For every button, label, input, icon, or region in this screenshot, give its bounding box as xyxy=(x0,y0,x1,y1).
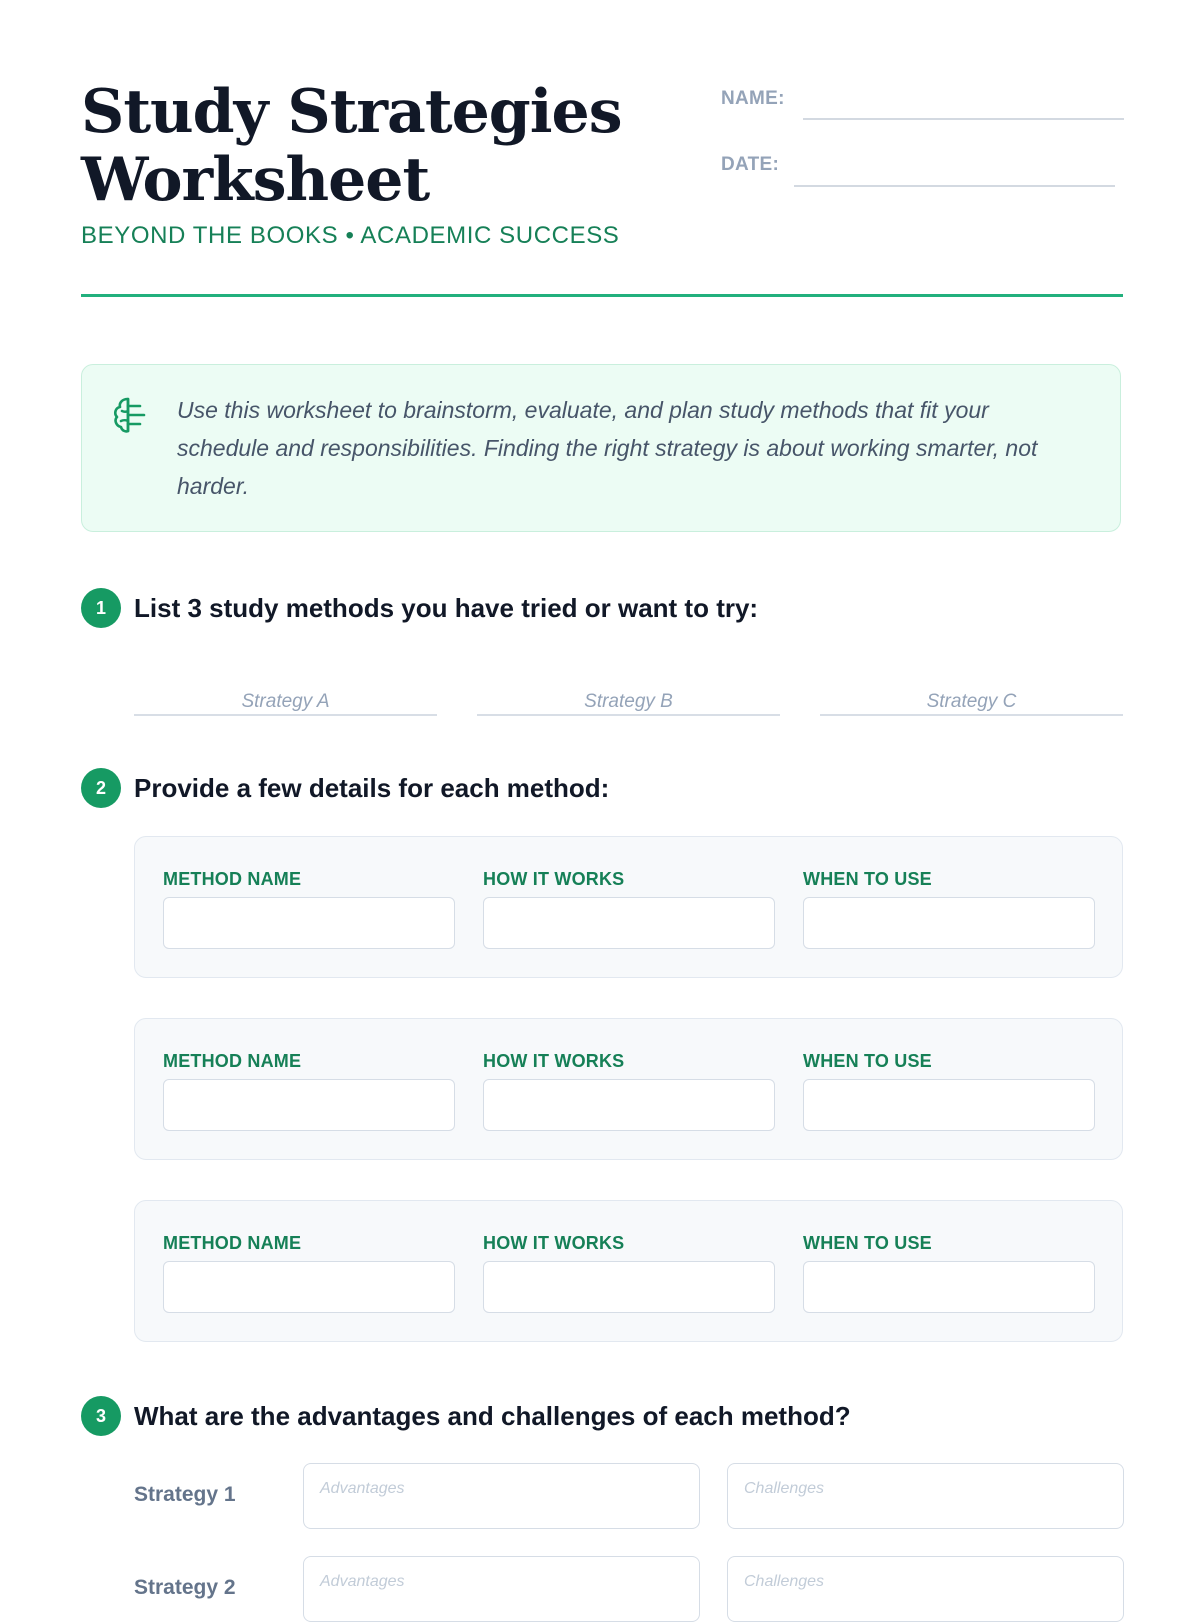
how-it-works-label: HOW IT WORKS xyxy=(483,1233,625,1253)
when-to-use-label: WHEN TO USE xyxy=(803,869,932,889)
section-1-badge: 1 xyxy=(81,588,121,628)
method-name-input[interactable] xyxy=(163,1261,455,1313)
intro-callout xyxy=(81,364,1121,532)
page-title xyxy=(81,78,622,214)
how-it-works-label: HOW IT WORKS xyxy=(483,869,625,889)
method-name-label: METHOD NAME xyxy=(163,869,302,889)
strategy-c-input[interactable]: Strategy C xyxy=(820,690,1123,716)
method-name-label: METHOD NAME xyxy=(163,1051,302,1071)
method-name-input[interactable] xyxy=(163,897,455,949)
when-to-use-label: WHEN TO USE xyxy=(803,1233,932,1253)
section-2-title: Provide a few details for each method: xyxy=(134,773,610,803)
strategy-a-input[interactable]: Strategy A xyxy=(134,690,437,716)
strategy-1-challenges-input[interactable]: Challenges xyxy=(727,1463,1124,1529)
method-card-2 xyxy=(134,1018,1123,1160)
how-it-works-input[interactable] xyxy=(483,897,775,949)
method-card-3 xyxy=(134,1200,1123,1342)
section-3-badge: 3 xyxy=(81,1396,121,1436)
when-to-use-label: WHEN TO USE xyxy=(803,1051,932,1071)
date-field[interactable] xyxy=(794,185,1115,187)
intro-text: Use this worksheet to brainstorm, evaluate, and plan study methods that fit your schedule and responsibilities. Finding the right strategy is about working smarter, not harder. xyxy=(177,397,1038,499)
how-it-works-input[interactable] xyxy=(483,1079,775,1131)
strategy-1-advantages-input[interactable]: Advantages xyxy=(303,1463,700,1529)
method-card-1 xyxy=(134,836,1123,978)
brain-icon xyxy=(110,395,150,435)
how-it-works-input[interactable] xyxy=(483,1261,775,1313)
date-label: DATE: xyxy=(721,154,780,175)
how-it-works-label: HOW IT WORKS xyxy=(483,1051,625,1071)
section-3-title: What are the advantages and challenges of each method? xyxy=(134,1401,851,1431)
page-subtitle: BEYOND THE BOOKS • ACADEMIC SUCCESS xyxy=(81,222,620,249)
section-1-title: List 3 study methods you have tried or want to try: xyxy=(134,593,759,623)
strategy-2-challenges-input[interactable]: Challenges xyxy=(727,1556,1124,1622)
method-name-input[interactable] xyxy=(163,1079,455,1131)
name-label: NAME: xyxy=(721,88,785,109)
section-2-badge: 2 xyxy=(81,768,121,808)
strategy-2-label: Strategy 2 xyxy=(134,1576,236,1599)
name-field[interactable] xyxy=(803,118,1124,120)
when-to-use-input[interactable] xyxy=(803,897,1095,949)
when-to-use-input[interactable] xyxy=(803,1079,1095,1131)
title-line-2: Worksheet xyxy=(81,145,430,215)
strategy-1-label: Strategy 1 xyxy=(134,1483,236,1506)
strategy-b-input[interactable]: Strategy B xyxy=(477,690,780,716)
method-name-label: METHOD NAME xyxy=(163,1233,302,1253)
when-to-use-input[interactable] xyxy=(803,1261,1095,1313)
strategy-2-advantages-input[interactable]: Advantages xyxy=(303,1556,700,1622)
header-divider xyxy=(81,294,1123,297)
title-line-1: Study Strategies xyxy=(81,77,622,147)
